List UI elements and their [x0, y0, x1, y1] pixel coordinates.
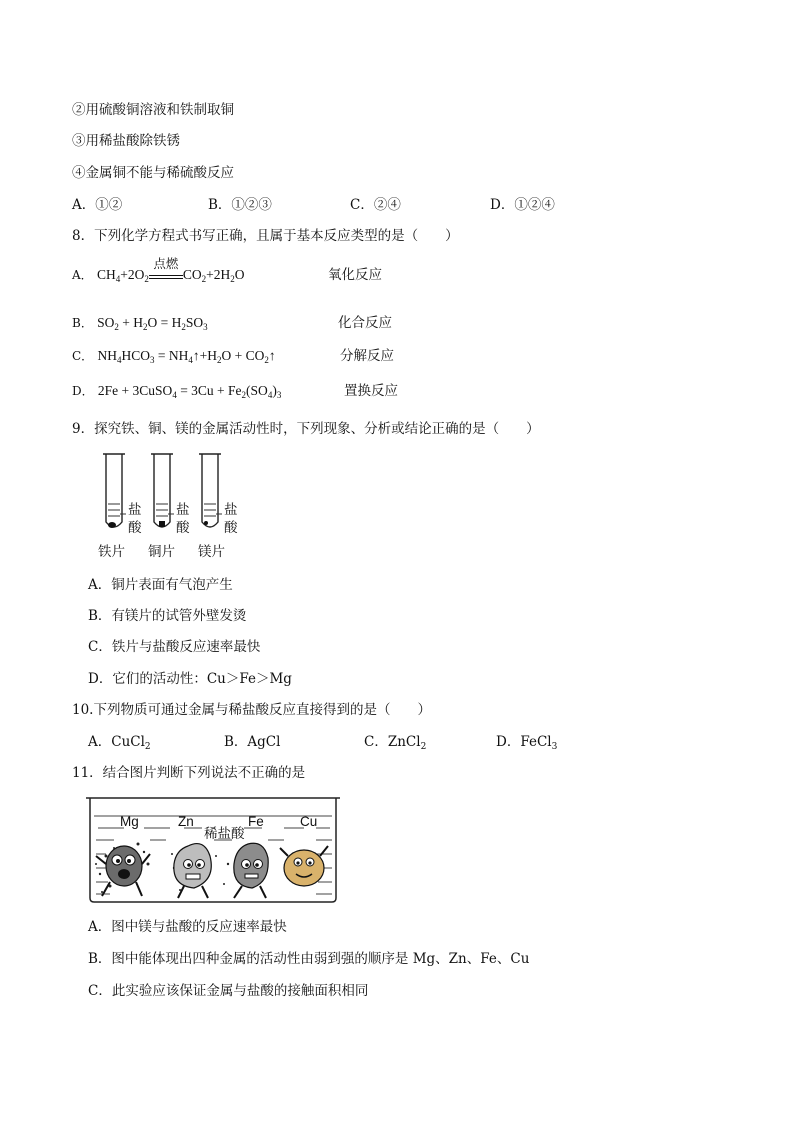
q8-d-type: 置换反应	[344, 383, 398, 399]
q11-metal-zn: Zn	[178, 814, 194, 829]
q7-option-a: A．①②	[72, 197, 123, 213]
q8-option-a: A． $CH_4+2O_2$ 点燃 $CO_2+2H_2O$	[72, 256, 245, 284]
q7-item-2: ②用硫酸铜溶液和铁制取铜	[72, 102, 234, 118]
q11-option-a: A．图中镁与盐酸的反应速率最快	[88, 919, 287, 935]
q11-acid-label: 稀盐酸	[204, 826, 245, 842]
q11-metal-cu: Cu	[300, 814, 318, 829]
q9-tube3-metal: 镁片	[198, 544, 225, 560]
q11-option-b: B．图中能体现出四种金属的活动性由弱到强的顺序是 Mg、Zn、Fe、Cu	[88, 951, 530, 967]
q10-option-a: A．CuCl$_2$	[88, 734, 151, 752]
q11-metal-fe: Fe	[248, 814, 264, 829]
q8-a-type: 氧化反应	[328, 267, 382, 283]
q11-cu-character	[280, 846, 328, 886]
q9-tube3-acid-2: 酸	[224, 520, 238, 536]
q8-c-prefix: C．	[72, 349, 94, 363]
q8-b-type: 化合反应	[338, 315, 392, 331]
q9-tube3-acid-1: 盐	[224, 502, 238, 518]
q8-option-d: D． 2Fe + 3CuSO$_4$ = $3Cu + Fe_2(SO_4)_3$	[72, 383, 282, 400]
q9-option-d: D．它们的活动性：Cu＞Fe＞Mg	[88, 671, 292, 687]
q11-option-c: C．此实验应该保证金属与盐酸的接触面积相同	[88, 983, 369, 999]
q8-option-b: B． $SO_2 + H_2O = H_2SO_3$	[72, 315, 208, 332]
q10-option-d: D．FeCl$_3$	[496, 734, 558, 752]
q10-stem: 10.下列物质可通过金属与稀盐酸反应直接得到的是（ ）	[72, 702, 431, 718]
q7-item-4: ④金属铜不能与稀硫酸反应	[72, 165, 234, 181]
q8-a-equation: $CH_4+2O_2$	[96, 267, 149, 284]
q11-beaker-drawing	[84, 794, 342, 904]
q7-item-3: ③用稀盐酸除铁锈	[72, 133, 180, 149]
q11-fe-character	[234, 843, 268, 898]
q10-option-b: B．AgCl	[224, 734, 281, 750]
q11-metal-mg: Mg	[120, 814, 139, 829]
q9-stem: 9．探究铁、铜、镁的金属活动性时，下列现象、分析或结论正确的是（ ）	[72, 421, 540, 437]
q9-tube1-acid-1: 盐	[128, 502, 142, 518]
q9-tube2-metal: 铜片	[148, 544, 175, 560]
q11-stem: 11．结合图片判断下列说法不正确的是	[72, 765, 306, 781]
q9-option-a: A．铜片表面有气泡产生	[88, 577, 233, 593]
q8-stem: 8．下列化学方程式书写正确，且属于基本反应类型的是（ ）	[72, 228, 459, 244]
q11-beaker-figure	[84, 794, 342, 904]
q8-b-prefix: B．	[72, 316, 93, 330]
q8-c-type: 分解反应	[340, 348, 394, 364]
q10-option-c: C．ZnCl$_2$	[364, 734, 427, 752]
q7-option-c: C．②④	[350, 197, 401, 213]
q7-option-b: B．①②③	[208, 197, 272, 213]
q9-option-c: C．铁片与盐酸反应速率最快	[88, 639, 261, 655]
q7-option-d: D．①②④	[490, 197, 555, 213]
q9-test-tubes-figure	[96, 452, 256, 562]
q9-tube1-metal: 铁片	[98, 544, 125, 560]
q9-option-b: B．有镁片的试管外壁发烫	[88, 608, 247, 624]
q9-tube2-acid-2: 酸	[176, 520, 190, 536]
q8-option-c: C． $NH_4HCO_3$ = $NH_4↑+H_2O$ + $CO_2↑$	[72, 348, 276, 365]
q9-tube2-acid-1: 盐	[176, 502, 190, 518]
q9-tube1-acid-2: 酸	[128, 520, 142, 536]
q8-a-prefix: A．	[72, 268, 93, 282]
q8-d-prefix: D．	[72, 384, 94, 398]
q8-a-arrow	[149, 256, 183, 279]
q8-a-condition: 点燃	[153, 256, 179, 271]
